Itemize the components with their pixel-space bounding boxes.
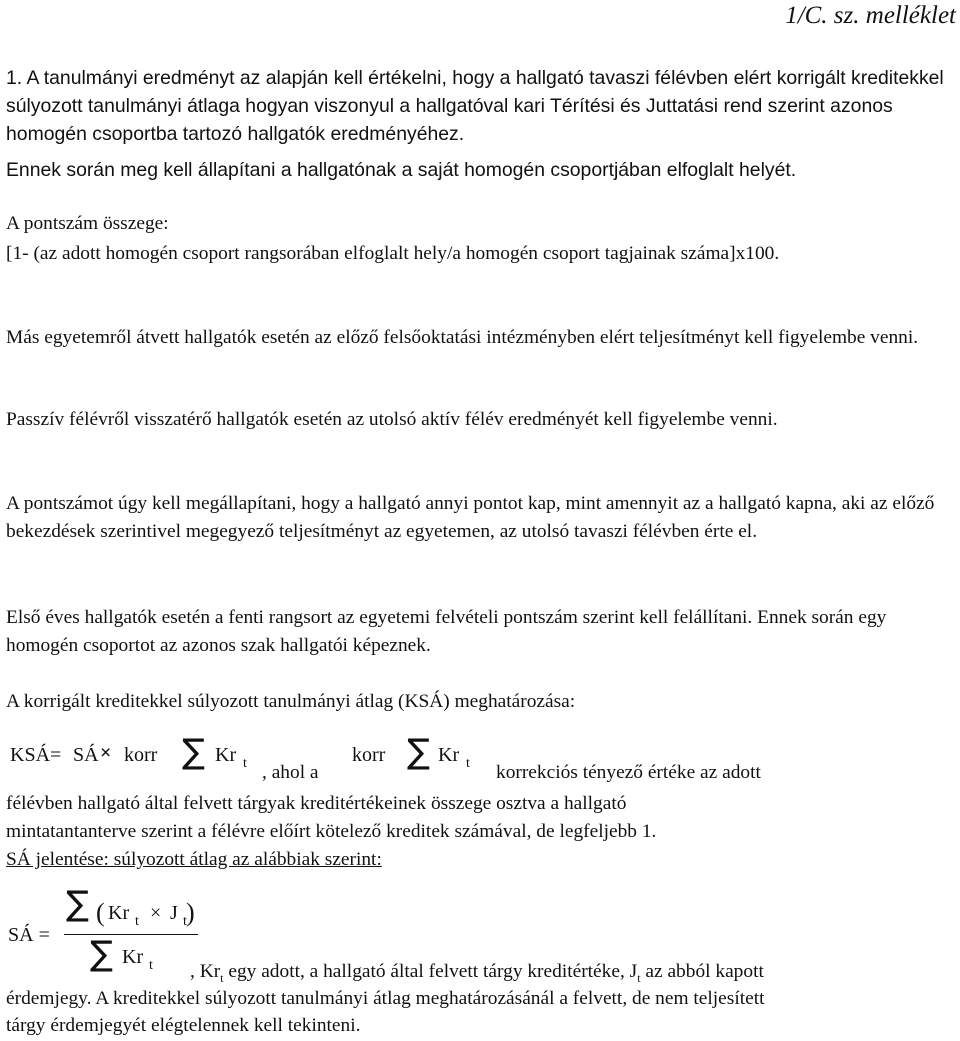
sigma-symbol-2: ∑ [407,732,430,772]
paragraph-passive: Passzív félévről visszatérő hallgatók esetén az utolsó aktív félév eredményét kell figyelembe venni. [6,409,778,430]
formula-sa-num-sub1: t [135,914,139,929]
formula-sa-num-sub2: t [183,914,187,929]
paragraph-score-formula: [1- (az adott homogén csoport rangsorában elfoglalt hely/a homogén csoport tagjainak száma]x100. [6,243,780,264]
paragraph-first-year: Első éves hallgatók esetén a fenti rangsort az egyetemi felvételi pontszám szerint kell felállítani. Ennek során egy homogén csoportot az azonos szak hallgatói képeznek. [6,607,887,656]
text-kr-pre: , Kr [190,961,221,982]
fraction-bar [64,934,198,935]
paragraph-transfer: Más egyetemről átvett hallgatók esetén az előző felsőoktatási intézményben elért teljesítményt kell figyelembe venni. [6,327,919,348]
paragraph-intro: 1. A tanulmányi eredményt az alapján kell értékelni, hogy a hallgató tavaszi félévben elért korrigált kreditekkel súlyozott tanulmányi átlaga hogyan viszonyul a hallgatóval kari Térítési és Juttatási rend szerint azonos homogén csoportba tartozó hallgatók eredményéhez. [6,67,944,145]
text-kr-sub: t [220,970,224,985]
formula-sa-paren-close: ) [186,898,195,927]
formula-ksa-korr: korr [124,744,158,766]
formula-ksa-sub2: t [466,756,470,771]
sigma-symbol-numerator: ∑ [66,884,89,924]
formula-sa-den-sub: t [149,958,153,973]
text-j-sub: t [637,970,641,985]
formula-ksa-kr2: Kr [438,744,460,766]
formula-sa-paren-open: ( [96,898,105,927]
text-line-curriculum: mintatantanterve szerint a félévre előírt kötelező kreditek számával, de legfeljebb 1. [6,821,657,842]
page-label: 1/C. sz. melléklet [785,2,956,29]
formula-ksa-sa: SÁ [73,744,99,766]
formula-sa-lhs: SÁ = [8,924,50,946]
text-j-post: az abból kapott [640,961,764,982]
formula-ksa-ahol: , ahol a [262,762,319,783]
paragraph-score-title: A pontszám összege: [6,213,169,234]
formula-sa-den-kr: Kr [122,946,144,968]
formula-sa-times: × [150,902,162,924]
paragraph-ksa-title: A korrigált kreditekkel súlyozott tanulmányi átlag (KSÁ) meghatározása: [6,691,576,712]
formula-times-symbol: × [100,742,112,764]
text-kr-mid: egy adott, a hallgató által felvett tárgy kreditértéke, J [223,961,638,982]
formula-sa-num-kr: Kr [108,902,130,924]
sigma-symbol: ∑ [182,732,205,772]
text-line-sa-meaning: SÁ jelentése: súlyozott átlag az alábbiak szerint: [6,849,382,870]
formula-ksa-tail: korrekciós tényező értéke az adott [496,762,761,783]
formula-ksa [0,732,960,796]
text-line-credits: félévben hallgató által felvett tárgyak kreditértékeinek összege osztva a hallgató [6,793,627,814]
paragraph-points: A pontszámot úgy kell megállapítani, hogy a hallgató annyi pontot kap, mint amennyit az a hallgató kapna, aki az előző bekezdések szerintivel megegyező teljesítményt az egyetemen, az utolsó tavaszi félévben érte el. [6,493,935,542]
text-line-grade: érdemjegy. A kreditekkel súlyozott tanulmányi átlag meghatározásánál a felvett, de nem teljesített [6,988,765,1009]
sigma-symbol-denominator: ∑ [90,934,113,974]
formula-ksa-lhs: KSÁ= [10,744,62,766]
paragraph-rank: Ennek során meg kell állapítani a hallgatónak a saját homogén csoportjában elfoglalt helyét. [6,159,797,181]
formula-ksa-kr: Kr [215,744,237,766]
formula-ksa-korr2: korr [352,744,386,766]
formula-sa-num-j: J [170,902,178,924]
text-line-fail: tárgy érdemjegyét elégtelennek kell tekinteni. [6,1015,361,1036]
formula-ksa-sub: t [243,756,247,771]
